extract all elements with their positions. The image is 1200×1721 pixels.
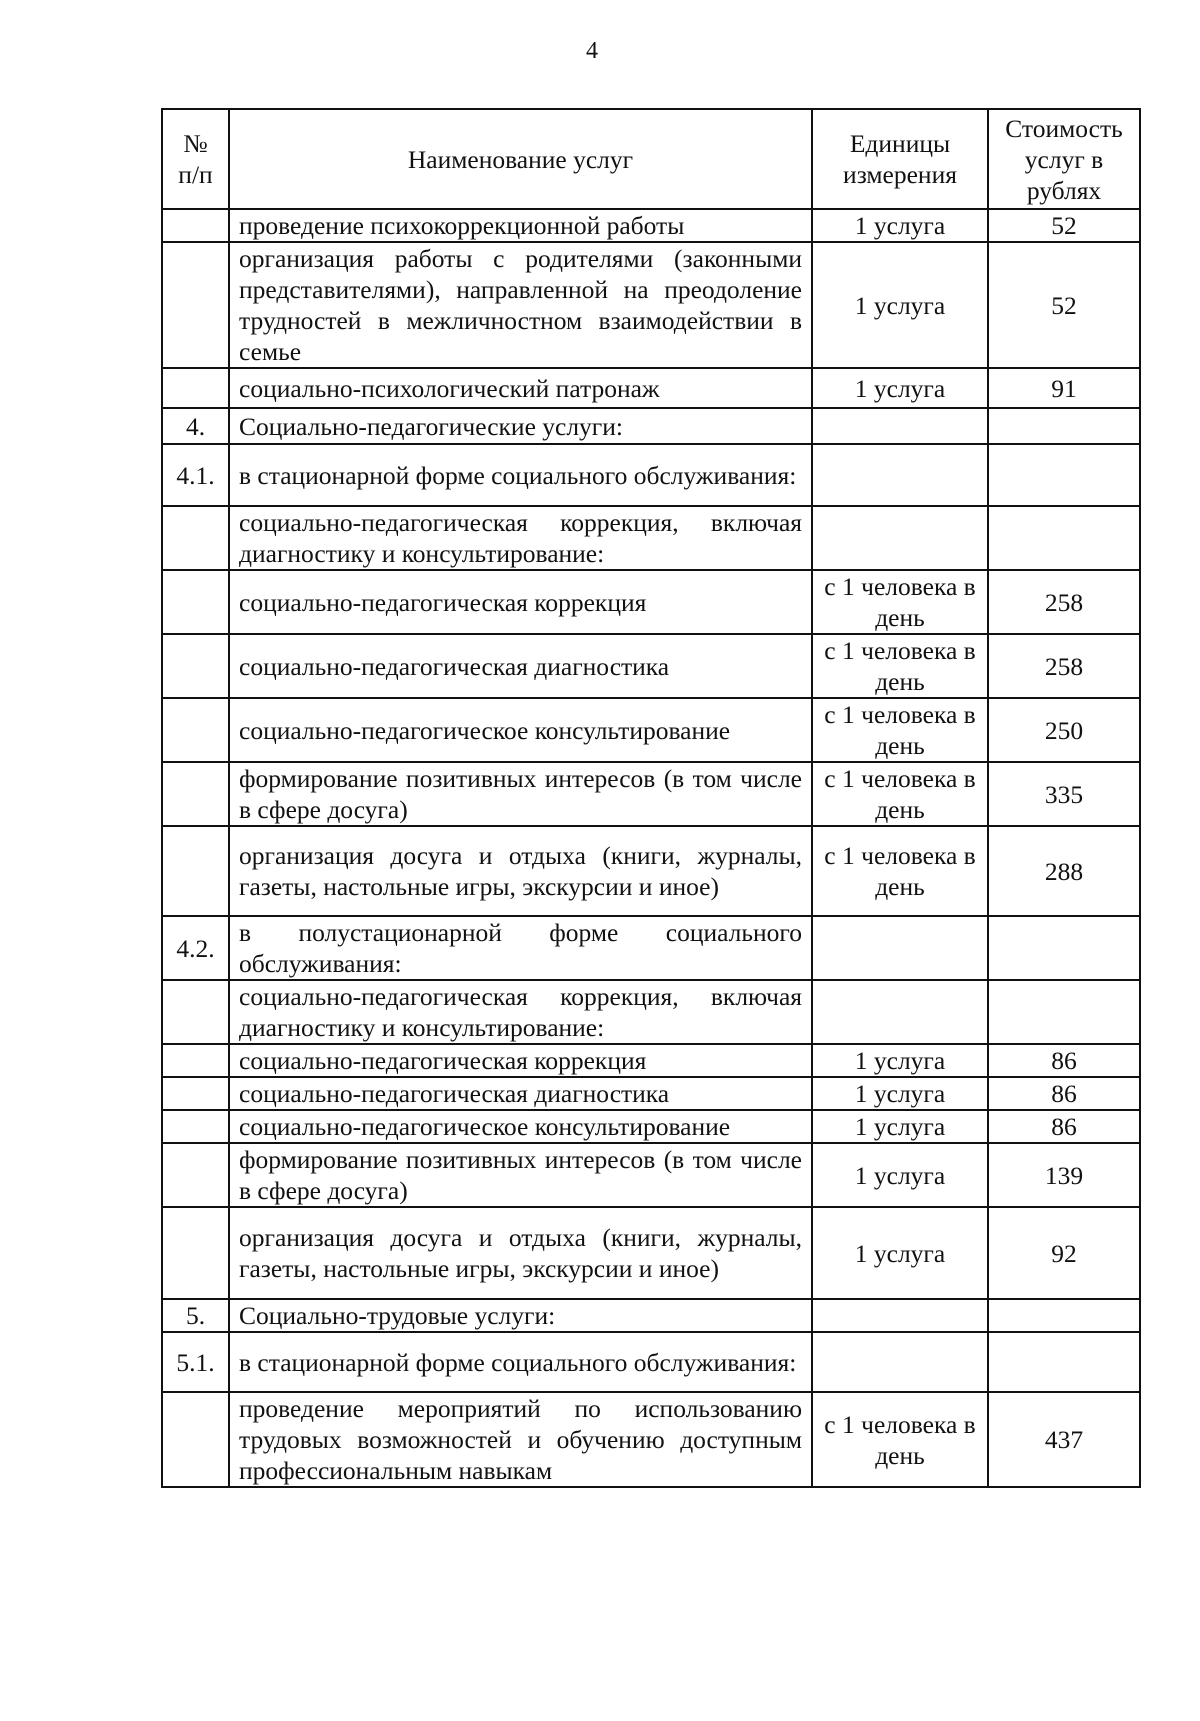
table-row: [162, 408, 1140, 444]
row-number: [162, 1392, 229, 1487]
row-unit: [812, 408, 988, 444]
row-price: [988, 980, 1140, 1044]
table-row: [162, 1392, 1140, 1487]
row-service-name: формирование позитивных интересов (в том числе в сфере досуга): [229, 762, 812, 826]
table-row: [162, 570, 1140, 634]
row-service-name: в стационарной форме социального обслуживания:: [229, 444, 812, 506]
row-service-name: в полустационарной форме социального обслуживания:: [229, 916, 812, 980]
table-row: [162, 762, 1140, 826]
row-service-name: проведение мероприятий по использованию трудовых возможностей и обучению доступным профессиональным навыкам: [229, 1392, 812, 1487]
row-number: [162, 242, 229, 368]
table-row: [162, 1077, 1140, 1110]
row-unit: [812, 980, 988, 1044]
row-unit: 1 услуга: [812, 1143, 988, 1207]
row-price: 52: [988, 242, 1140, 368]
row-price: 86: [988, 1077, 1140, 1110]
row-number: [162, 826, 229, 916]
table-row: [162, 1143, 1140, 1207]
row-service-name: организация работы с родителями (законными представителями), направленной на преодоление трудностей в межличностном взаимодействии в семье: [229, 242, 812, 368]
row-price: 258: [988, 570, 1140, 634]
table-row: [162, 1299, 1140, 1332]
table-row: [162, 826, 1140, 916]
row-unit: [812, 1299, 988, 1332]
row-price: [988, 1332, 1140, 1392]
row-price: 86: [988, 1044, 1140, 1077]
row-price: 86: [988, 1110, 1140, 1143]
table-row: [162, 1110, 1140, 1143]
row-service-name: социально-педагогическая коррекция, включая диагностику и консультирование:: [229, 506, 812, 570]
row-price: 92: [988, 1207, 1140, 1299]
table-row: [162, 506, 1140, 570]
row-service-name: социально-педагогическое консультирование: [229, 1110, 812, 1143]
row-price: [988, 408, 1140, 444]
row-price: 250: [988, 698, 1140, 762]
header-unit: Единицы измерения: [812, 109, 988, 209]
row-service-name: социально-педагогическая коррекция: [229, 1044, 812, 1077]
table-row: [162, 1332, 1140, 1392]
row-price: 139: [988, 1143, 1140, 1207]
row-service-name: социально-психологический патронаж: [229, 368, 812, 408]
table-header-row: [162, 109, 1140, 209]
row-unit: 1 услуга: [812, 209, 988, 242]
row-unit: с 1 человека в день: [812, 698, 988, 762]
row-service-name: проведение психокоррекционной работы: [229, 209, 812, 242]
table-row: [162, 242, 1140, 368]
row-price: [988, 506, 1140, 570]
table-row: [162, 1207, 1140, 1299]
row-number: [162, 698, 229, 762]
row-service-name: социально-педагогическая диагностика: [229, 634, 812, 698]
row-price: 91: [988, 368, 1140, 408]
header-number: № п/п: [162, 109, 229, 209]
row-unit: с 1 человека в день: [812, 762, 988, 826]
row-number: [162, 1143, 229, 1207]
row-number: 5.1.: [162, 1332, 229, 1392]
row-number: 4.1.: [162, 444, 229, 506]
row-service-name: социально-педагогическая диагностика: [229, 1077, 812, 1110]
row-unit: [812, 444, 988, 506]
table-row: [162, 368, 1140, 408]
row-number: [162, 1110, 229, 1143]
row-service-name: социально-педагогическая коррекция, включая диагностику и консультирование:: [229, 980, 812, 1044]
services-price-table: [161, 108, 1141, 1488]
row-number: [162, 980, 229, 1044]
header-price: Стоимость услуг в рублях: [988, 109, 1140, 209]
row-service-name: организация досуга и отдыха (книги, журналы, газеты, настольные игры, экскурсии и иное): [229, 1207, 812, 1299]
row-number: [162, 209, 229, 242]
row-number: [162, 762, 229, 826]
row-price: 258: [988, 634, 1140, 698]
row-number: [162, 1077, 229, 1110]
page-number-text: 4: [586, 38, 598, 64]
row-service-name: организация досуга и отдыха (книги, журналы, газеты, настольные игры, экскурсии и иное): [229, 826, 812, 916]
row-unit: с 1 человека в день: [812, 826, 988, 916]
row-unit: 1 услуга: [812, 368, 988, 408]
row-service-name: социально-педагогическая коррекция: [229, 570, 812, 634]
row-number: [162, 1207, 229, 1299]
row-unit: 1 услуга: [812, 1077, 988, 1110]
row-service-name: Социально-педагогические услуги:: [229, 408, 812, 444]
row-unit: [812, 916, 988, 980]
table-row: [162, 634, 1140, 698]
table-row: [162, 698, 1140, 762]
row-service-name: в стационарной форме социального обслуживания:: [229, 1332, 812, 1392]
row-number: 4.2.: [162, 916, 229, 980]
row-price: 335: [988, 762, 1140, 826]
row-price: 52: [988, 209, 1140, 242]
table-body: [162, 209, 1140, 1487]
row-unit: 1 услуга: [812, 1207, 988, 1299]
row-number: 4.: [162, 408, 229, 444]
row-unit: 1 услуга: [812, 242, 988, 368]
row-number: [162, 368, 229, 408]
row-service-name: формирование позитивных интересов (в том числе в сфере досуга): [229, 1143, 812, 1207]
row-price: [988, 444, 1140, 506]
row-unit: [812, 1332, 988, 1392]
row-unit: 1 услуга: [812, 1110, 988, 1143]
row-price: 288: [988, 826, 1140, 916]
row-unit: с 1 человека в день: [812, 1392, 988, 1487]
header-service-name: Наименование услуг: [229, 109, 812, 209]
table-row: [162, 980, 1140, 1044]
row-number: [162, 506, 229, 570]
row-unit: с 1 человека в день: [812, 634, 988, 698]
row-price: 437: [988, 1392, 1140, 1487]
row-unit: [812, 506, 988, 570]
row-service-name: Социально-трудовые услуги:: [229, 1299, 812, 1332]
table-row: [162, 1044, 1140, 1077]
row-price: [988, 916, 1140, 980]
page-number: [0, 38, 1200, 65]
row-number: [162, 634, 229, 698]
row-number: 5.: [162, 1299, 229, 1332]
row-price: [988, 1299, 1140, 1332]
table-row: [162, 209, 1140, 242]
row-unit: с 1 человека в день: [812, 570, 988, 634]
row-number: [162, 570, 229, 634]
table-row: [162, 916, 1140, 980]
row-unit: 1 услуга: [812, 1044, 988, 1077]
row-service-name: социально-педагогическое консультирование: [229, 698, 812, 762]
row-number: [162, 1044, 229, 1077]
table-row: [162, 444, 1140, 506]
